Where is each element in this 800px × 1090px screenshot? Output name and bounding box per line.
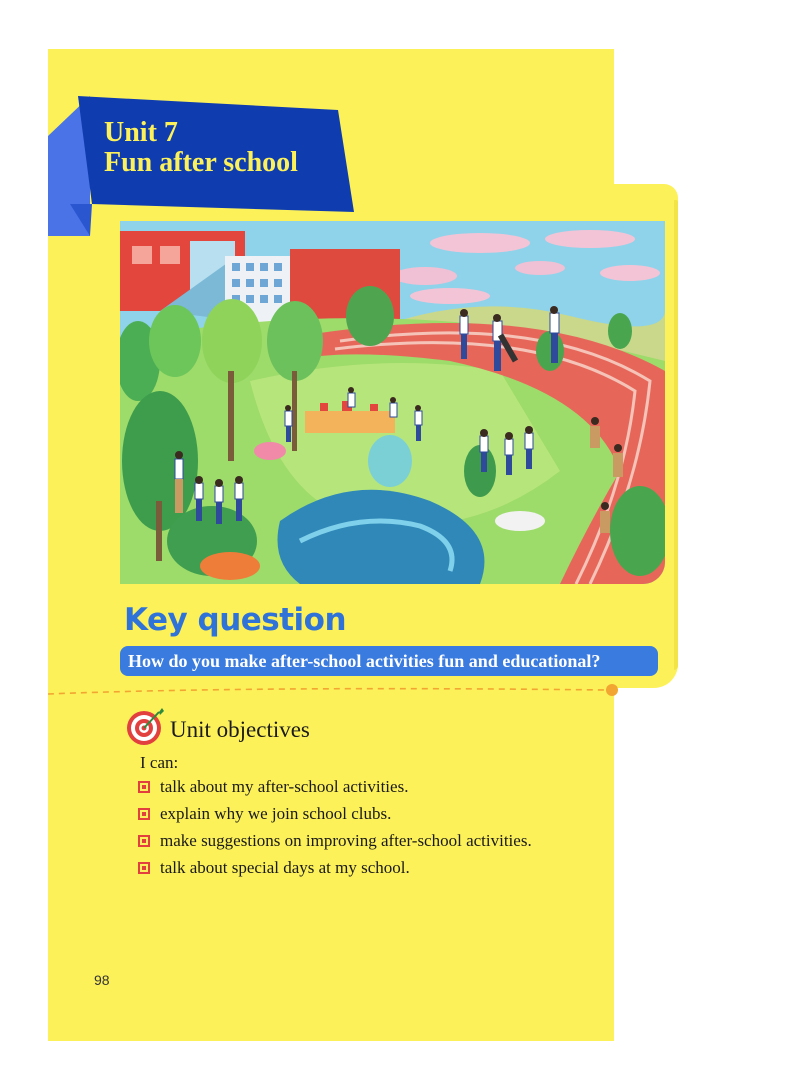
- page-tab-shade: [674, 200, 678, 670]
- objectives-list: [138, 776, 532, 884]
- bullet-icon: [138, 808, 150, 820]
- objectives-heading: Unit objectives: [170, 717, 310, 742]
- target-icon: [126, 706, 166, 746]
- objectives-intro: I can:: [140, 753, 179, 772]
- list-item: [138, 857, 532, 879]
- unit-name: Fun after school: [104, 147, 298, 178]
- unit-title: [104, 118, 298, 178]
- list-item: [138, 803, 532, 825]
- dashed-divider: [48, 682, 628, 698]
- unit-number: Unit 7: [104, 117, 178, 148]
- objective-text: explain why we join school clubs.: [160, 804, 392, 823]
- objective-text: talk about my after-school activities.: [160, 777, 409, 796]
- bullet-icon: [138, 835, 150, 847]
- school-sports-illustration: [120, 221, 665, 584]
- list-item: [138, 830, 532, 852]
- key-question-heading: Key question: [124, 602, 347, 638]
- bullet-icon: [138, 781, 150, 793]
- objective-text: talk about special days at my school.: [160, 858, 410, 877]
- key-question-text: How do you make after-school activities fun and educational?: [120, 646, 658, 676]
- objective-text: make suggestions on improving after-school activities.: [160, 831, 532, 850]
- page-number: 98: [94, 972, 110, 988]
- list-item: [138, 776, 532, 798]
- bullet-icon: [138, 862, 150, 874]
